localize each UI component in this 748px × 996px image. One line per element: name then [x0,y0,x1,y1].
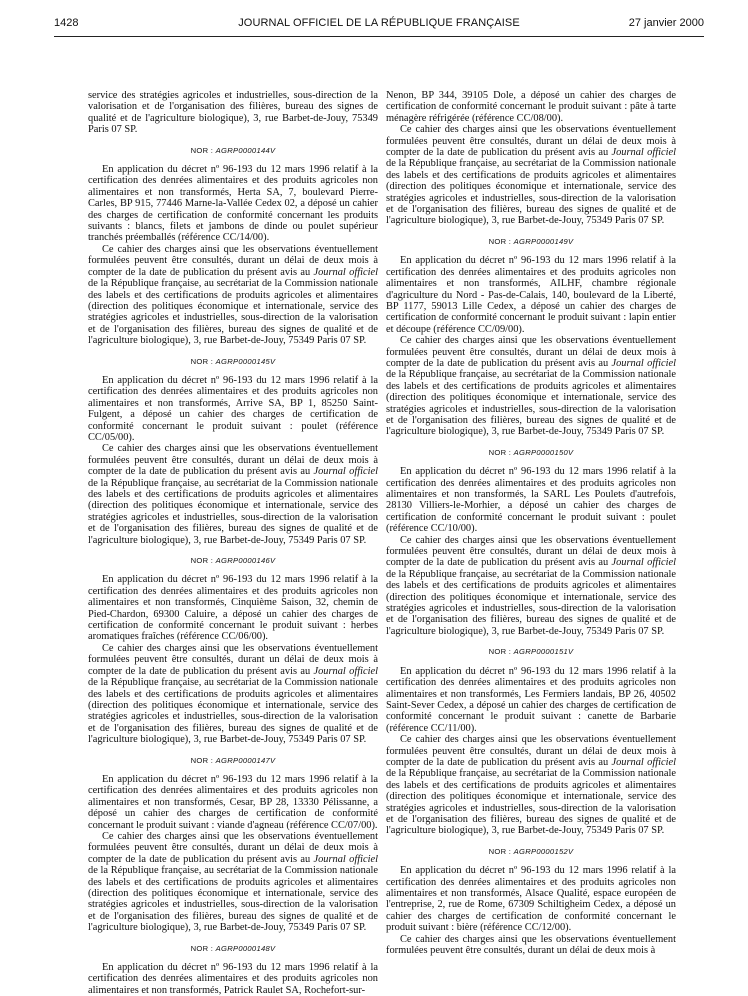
nor-code: AGRP0000148V [215,943,276,953]
consultation-paragraph [386,734,676,837]
nor-label: NOR : [190,755,216,765]
nor-label: NOR : [488,236,514,246]
notice-post: de la République française, au secrétariat de la Commission nationale des labels et des certifications de produits agricoles et alimentaires (direction des politiques économique et internationale, service des stratégies agricoles et industrielles, sous-direction de la valorisation et de l'organisation des filières, bureau des signes de qualité et de l'agriculture biologique), 3, rue Barbet-de-Jouy, 75349 Paris 07 SP. [88,865,378,934]
page-header [54,14,704,36]
decree-paragraph: En application du décret nº 96-193 du 12 mars 1996 relatif à la certification des denrées alimentaires et des produits agricoles non alimentaires et non transformés, la SARL Les Poulets d'autrefois, 28130 Villiers-le-Morhier, a déposé un cahier des charges de certification de conformité concernant le produit suivant : poulet (référence CC/10/00). [386,466,676,535]
nor-code: AGRP0000145V [215,356,276,366]
nor-label: NOR : [190,356,216,366]
decree-paragraph: En application du décret nº 96-193 du 12 mars 1996 relatif à la certification des denrées alimentaires et des produits agricoles non alimentaires et non transformés, Alsace Qualité, espace européen de l'entreprise, 2, rue de Rome, 67309 Schiltigheim Cedex, a déposé un cahier des charges de certification de conformité concernant le produit suivant : bière (référence CC/12/00). [386,865,676,934]
nor-heading [386,646,676,657]
nor-code: AGRP0000150V [513,447,574,457]
nor-label: NOR : [488,647,514,657]
nor-heading [386,236,676,247]
journal-officiel: Journal officiel [313,466,378,478]
nor-heading [386,447,676,458]
decree-paragraph: En application du décret nº 96-193 du 12 mars 1996 relatif à la certification des denrées alimentaires et des produits agricoles non alimentaires et non transformés, Cesar, BP 28, 13330 Pélissanne, a déposé un cahier des charges de certification de conformité concernant le produit suivant : viande d'agneau (référence CC/07/00). [88,773,378,831]
nor-heading [88,755,378,766]
consultation-paragraph [88,244,378,347]
notice-pre: Ce cahier des charges ainsi que les observations éventuellement formulées peuvent être consultés, durant un délai de deux mois à compter de la date de publication du présent avis au [88,830,378,865]
notice-pre: Ce cahier des charges ainsi que les observations éventuellement formulées peuvent être consultés, durant un délai de deux mois à compter de la date de publication du présent avis au [88,443,378,478]
consultation-paragraph [88,831,378,934]
nor-heading [88,555,378,566]
notice-pre: Ce cahier des charges ainsi que les observations éventuellement formulées peuvent être consultés, durant un délai de deux mois à compter de la date de publication du présent avis au [386,534,676,569]
journal-title: JOURNAL OFFICIEL DE LA RÉPUBLIQUE FRANÇAISE [238,17,520,29]
nor-heading [88,145,378,156]
consultation-paragraph [88,643,378,746]
decree-paragraph: En application du décret nº 96-193 du 12 mars 1996 relatif à la certification des denrées alimentaires et des produits agricoles non alimentaires et non transformés, AILHF, chambre régionale d'agriculture du Nord - Pas-de-Calais, 140, boulevard de la Liberté, BP 1177, 59013 Lille Cedex, a déposé un cahier des charges de certification de conformité concernant le produit suivant : lapin entier et découpe (référence CC/09/00). [386,255,676,335]
nor-heading [386,846,676,857]
notice-pre: Ce cahier des charges ainsi que les observations éventuellement formulées peuvent être consultés, durant un délai de deux mois à compter de la date de publication du présent avis au [386,335,676,369]
consultation-paragraph-partial: Ce cahier des charges ainsi que les observations éventuellement formulées peuvent être consultés, durant un délai de deux mois à [386,933,676,957]
nor-label: NOR : [488,846,514,856]
decree-paragraph: En application du décret nº 96-193 du 12 mars 1996 relatif à la certification des denrées alimentaires et des produits agricoles non alimentaires et non transformés, Patrick Raulet SA, Rochefort-sur- [88,962,378,996]
notice-post: de la République française, au secrétariat de la Commission nationale des labels et des certifications de produits agricoles et alimentaires (direction des politiques économique et internationale, service des stratégies agricoles et industrielles, sous-direction de la valorisation et de l'organisation des filières, bureau des signes de qualité et de l'agriculture biologique), 3, rue Barbet-de-Jouy, 75349 Paris 07 SP. [88,677,378,746]
journal-officiel: Journal officiel [611,756,676,768]
journal-officiel: Journal officiel [611,147,676,159]
decree-paragraph: En application du décret nº 96-193 du 12 mars 1996 relatif à la certification des denrées alimentaires et des produits agricoles non alimentaires et non transformés, Cinquième Saison, 32, chemin de Pied-Chardon, 69300 Caluire, a déposé un cahier des charges de certification de conformité concernant le produit suivant : herbes aromatiques fraîches (référence CC/06/00). [88,574,378,643]
nor-heading [88,943,378,954]
nor-label: NOR : [488,447,514,457]
column-opening: Nenon, BP 344, 39105 Dole, a déposé un cahier des charges de certification de conformité concernant le produit suivant : pâte à tarte ménagère réfrigérée (référence CC/08/00). [386,90,676,124]
decree-paragraph: En application du décret nº 96-193 du 12 mars 1996 relatif à la certification des denrées alimentaires et des produits agricoles non alimentaires et non transformés, Arrive SA, BP 1, 85250 Saint-Fulgent, a déposé un cahier des charges de certification de conformité concernant le produit suivant : poulet (référence CC/05/00). [88,374,378,443]
nor-code: AGRP0000144V [215,145,276,155]
notice-post: de la République française, au secrétariat de la Commission nationale des labels et des certifications de produits agricoles et alimentaires (direction des politiques économique et internationale, service des stratégies agricoles et industrielles, sous-direction de la valorisation et de l'organisation des filières, bureau des signes de qualité et de l'agriculture biologique), 3, rue Barbet-de-Jouy, 75349 Paris 07 SP. [386,768,676,837]
notice-pre: Ce cahier des charges ainsi que les observations éventuellement formulées peuvent être consultés, durant un délai de deux mois à compter de la date de publication du présent avis au [386,734,676,768]
notice-pre: Ce cahier des charges ainsi que les observations éventuellement formulées peuvent être consultés, durant un délai de deux mois à compter de la date de publication du présent avis au [386,124,676,159]
consultation-paragraph [386,124,676,227]
consultation-paragraph [386,535,676,638]
consultation-paragraph [88,443,378,546]
nor-label: NOR : [190,145,216,155]
notice-post: de la République française, au secrétariat de la Commission nationale des labels et des certifications de produits agricoles et alimentaires (direction des politiques économique et internationale, service des stratégies agricoles et industrielles, sous-direction de la valorisation et de l'organisation des filières, bureau des signes de qualité et de l'agriculture biologique), 3, rue Barbet-de-Jouy, 75349 Paris 07 SP. [386,158,676,227]
decree-paragraph: En application du décret nº 96-193 du 12 mars 1996 relatif à la certification des denrées alimentaires et des produits agricoles non alimentaires et non transformés, Les Fermiers landais, BP 26, 40502 Saint-Sever Cedex, a déposé un cahier des charges de certification de conformité concernant le produit suivant : canette de Barbarie (référence CC/11/00). [386,665,676,734]
consultation-paragraph [386,335,676,438]
nor-code: AGRP0000146V [215,556,276,566]
decree-paragraph: En application du décret nº 96-193 du 12 mars 1996 relatif à la certification des denrées alimentaires et des produits agricoles non alimentaires et non transformés, Herta SA, 7, boulevard Pierre-Carles, BP 915, 77446 Marne-la-Vallée Cedex 02, a déposé un cahier des charges de certification de conformité concernant les produits suivants : blancs, filets et jambons de dinde ou poulet supérieur tranchés préemballés (référence CC/14/00). [88,164,378,244]
issue-date: 27 janvier 2000 [628,17,704,29]
header-rule [54,36,704,37]
notice-post: de la République française, au secrétariat de la Commission nationale des labels et des certifications de produits agricoles et alimentaires (direction des politiques économique et internationale, service des stratégies agricoles et industrielles, sous-direction de la valorisation et de l'organisation des filières, bureau des signes de qualité et de l'agriculture biologique), 3, rue Barbet-de-Jouy, 75349 Paris 07 SP. [88,278,378,347]
nor-label: NOR : [190,556,216,566]
nor-code: AGRP0000149V [513,236,574,246]
notice-post: de la République française, au secrétariat de la Commission nationale des labels et des certifications de produits agricoles et alimentaires (direction des politiques économique et internationale, service des stratégies agricoles et industrielles, sous-direction de la valorisation et de l'organisation des filières, bureau des signes de qualité et de l'agriculture biologique), 3, rue Barbet-de-Jouy, 75349 Paris 07 SP. [386,568,676,637]
page-number: 1428 [54,17,79,29]
right-column [386,90,676,956]
journal-officiel: Journal officiel [313,665,378,677]
notice-post: de la République française, au secrétariat de la Commission nationale des labels et des certifications de produits agricoles et alimentaires (direction des politiques économique et internationale, service des stratégies agricoles et industrielles, sous-direction de la valorisation et de l'organisation des filières, bureau des signes de qualité et de l'agriculture biologique), 3, rue Barbet-de-Jouy, 75349 Paris 07 SP. [386,369,676,438]
column-opening: service des stratégies agricoles et industrielles, sous-direction de la valorisation et de l'organisation des filières, bureau des signes de qualité et de l'agriculture biologique), 3, rue Barbet-de-Jouy, 75349 Paris 07 SP. [88,90,378,136]
notice-post: de la République française, au secrétariat de la Commission nationale des labels et des certifications de produits agricoles et alimentaires (direction des politiques économique et internationale, service des stratégies agricoles et industrielles, sous-direction de la valorisation et de l'organisation des filières, bureau des signes de qualité et de l'agriculture biologique), 3, rue Barbet-de-Jouy, 75349 Paris 07 SP. [88,477,378,546]
nor-label: NOR : [190,943,216,953]
notice-pre: Ce cahier des charges ainsi que les observations éventuellement formulées peuvent être consultés, durant un délai de deux mois à compter de la date de publication du présent avis au [88,243,378,278]
nor-code: AGRP0000151V [513,647,574,657]
journal-officiel: Journal officiel [611,357,676,369]
left-column [88,90,378,996]
nor-heading [88,356,378,367]
journal-officiel: Journal officiel [611,557,676,569]
nor-code: AGRP0000152V [513,846,574,856]
journal-officiel: Journal officiel [313,853,378,865]
nor-code: AGRP0000147V [215,755,276,765]
journal-officiel: Journal officiel [313,266,378,278]
notice-pre: Ce cahier des charges ainsi que les observations éventuellement formulées peuvent être consultés, durant un délai de deux mois à compter de la date de publication du présent avis au [88,642,378,677]
